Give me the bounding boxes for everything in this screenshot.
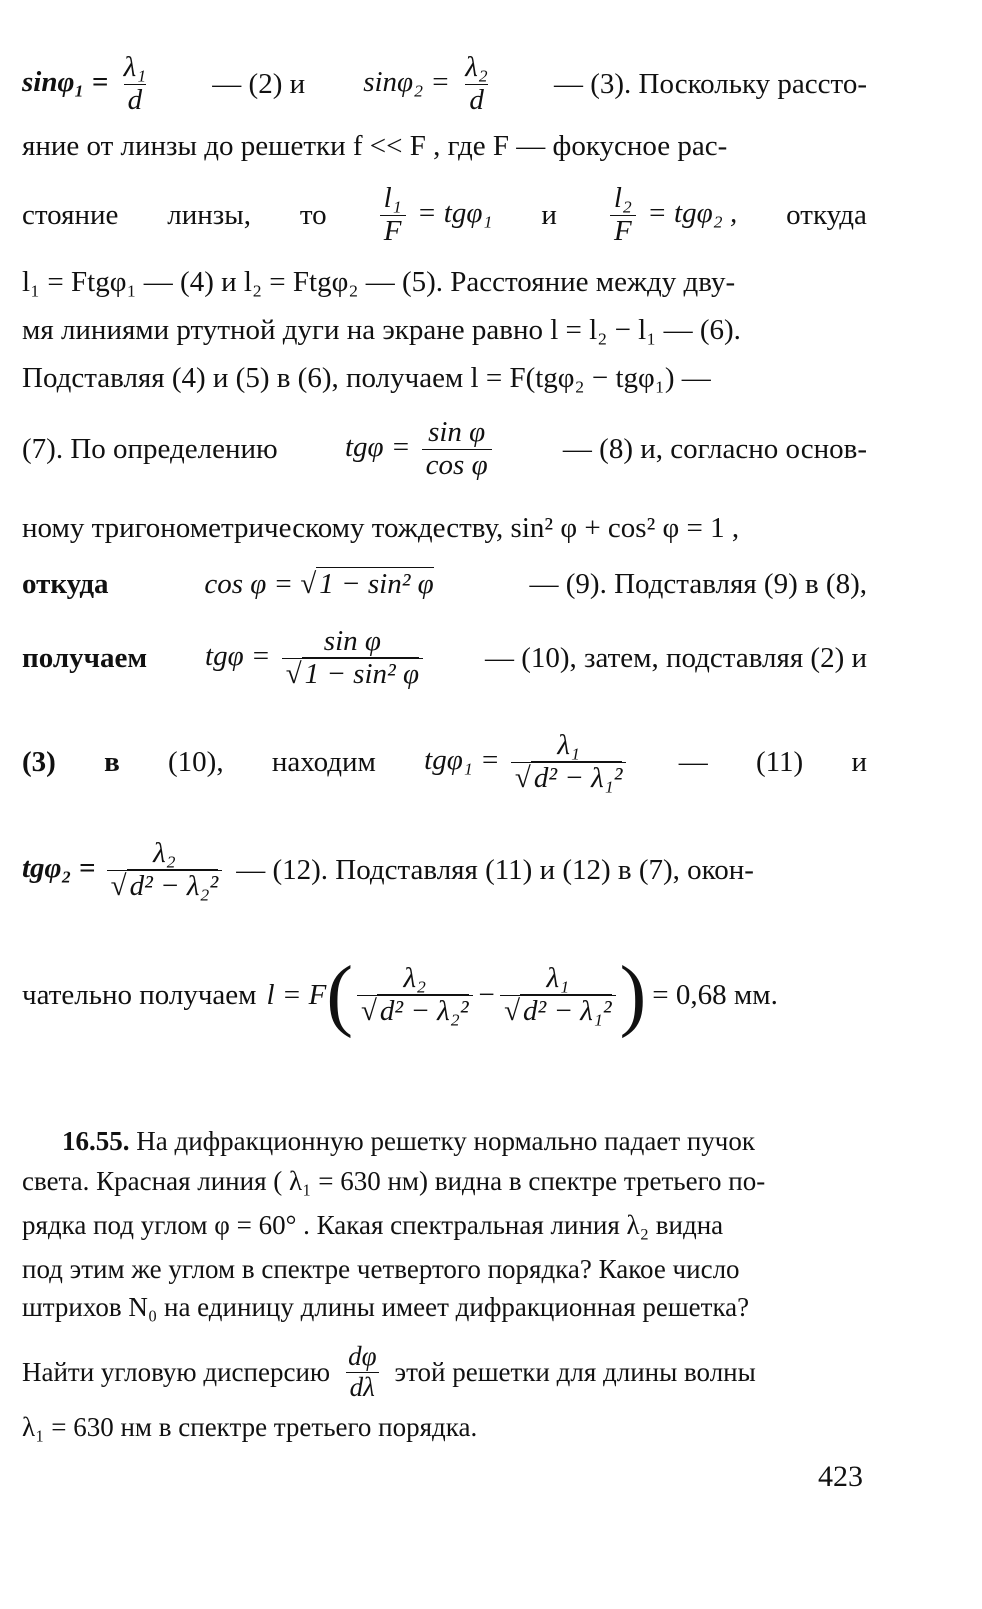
- fraction-lambda2-final: [357, 963, 473, 1028]
- eq-sin-phi1-lhs: sinφ₁ =: [22, 65, 109, 98]
- solution-line-3: [22, 180, 867, 250]
- left-paren: (: [326, 951, 353, 1039]
- sqrt-sign: √: [514, 761, 531, 794]
- word: то: [299, 199, 327, 231]
- word: откуда: [786, 199, 867, 231]
- eq-sin-phi2-fraction: [461, 52, 492, 117]
- fraction-denominator: [107, 870, 223, 903]
- eq-cos-sqrt: [204, 564, 433, 604]
- fraction-numerator: l₁: [383, 181, 402, 214]
- line10-tail-text: — (10), затем, подставляя (2) и: [484, 642, 867, 674]
- fraction-denominator: [282, 658, 423, 691]
- sqrt-radicand: d² − λ₂²: [127, 869, 219, 902]
- eq-sin-phi1-fraction: [120, 52, 151, 117]
- line9-lead-text: откуда: [22, 568, 109, 600]
- word: и: [851, 746, 867, 778]
- fraction-denominator: F: [380, 215, 406, 248]
- sqrt-radicand: d² − λ₁²: [520, 994, 612, 1027]
- solution-line-9: [22, 564, 867, 604]
- sqrt-sign: √: [361, 994, 377, 1027]
- eq-tg-phi1: [424, 730, 630, 795]
- solution-line-13: [22, 940, 867, 1050]
- fraction-numerator: sin φ: [323, 624, 381, 657]
- line7-tail-text: — (8) и, согласно основ-: [562, 433, 867, 465]
- solution-line-6: Подставляя (4) и (5) в (6), получаем l = F(tgφ₂ − tgφ₁) —: [22, 362, 711, 394]
- eq-lhs: cos φ =: [204, 568, 294, 600]
- solution-line-2: яние от линзы до решетки f << F , где F — фокусное рас-: [22, 130, 728, 162]
- problem-number: 16.55.: [62, 1126, 130, 1156]
- fraction-denominator: d: [124, 84, 147, 117]
- fraction-l1-F: [380, 183, 406, 248]
- sqrt-sign: √: [110, 869, 127, 902]
- eq-l2-over-F: [606, 183, 737, 248]
- fraction-denominator: d: [465, 84, 488, 117]
- fraction-lambda2: [107, 838, 223, 903]
- line13-lead-text: чательно получаем: [22, 979, 257, 1011]
- word: и: [541, 199, 557, 231]
- solution-line-1: [22, 52, 867, 116]
- fraction-sin-cos: [422, 417, 492, 482]
- eq-l1-over-F: [376, 183, 493, 248]
- final-result: = 0,68 мм.: [652, 979, 778, 1011]
- word: стояние: [22, 199, 119, 231]
- eq-tg-sqrt: [205, 626, 427, 691]
- eq-tg-definition: [345, 417, 496, 482]
- problem-line-2: света. Красная линия ( λ₁ = 630 нм) видна в спектре третьего по-: [22, 1166, 766, 1196]
- fraction-numerator: λ₁: [546, 961, 570, 994]
- problem-line-3: рядка под углом φ = 60° . Какая спектральная линия λ₂ видна: [22, 1210, 724, 1240]
- eq-sin-phi2: [363, 52, 496, 117]
- solution-line-12: [22, 828, 867, 912]
- fraction-numerator: λ₂: [403, 961, 427, 994]
- word: линзы,: [167, 199, 251, 231]
- eq-tg-phi2: [22, 838, 226, 903]
- problem-line-4: под этим же углом в спектре четвертого порядка? Какое число: [22, 1254, 740, 1284]
- problem-text: На дифракционную решетку нормально падает пучок: [136, 1126, 756, 1156]
- right-paren: ): [619, 951, 647, 1039]
- solution-line-10: [22, 618, 867, 698]
- fraction-dphi-dlambda: [344, 1342, 380, 1402]
- fraction-numerator: λ₁: [557, 728, 581, 761]
- eq-rhs: = tgφ₂ ,: [647, 196, 738, 229]
- fraction-numerator: λ₂: [465, 50, 488, 83]
- fraction-denominator: F: [610, 215, 636, 248]
- sqrt-radicand: d² − λ₁²: [531, 761, 623, 794]
- eq-final-lhs: l = F: [266, 979, 327, 1011]
- fraction-lambda1: [511, 730, 627, 795]
- solution-line-7: [22, 412, 867, 486]
- eq-sin-phi2-lhs: sinφ₂ =: [363, 65, 450, 98]
- fraction-denominator: dλ: [346, 1372, 379, 1403]
- eq-lhs: tgφ =: [345, 430, 411, 463]
- fraction-denominator: [511, 762, 627, 795]
- eq-lhs: tgφ =: [205, 639, 271, 672]
- fraction-numerator: dφ: [348, 1340, 377, 1371]
- solution-line-4: l₁ = Ftgφ₁ — (4) и l₂ = Ftgφ₂ — (5). Расстояние между дву-: [22, 266, 736, 298]
- line10-lead-text: получаем: [22, 642, 148, 674]
- fraction-sin-sqrt: [282, 626, 423, 691]
- line9-tail-text: — (9). Подставляя (9) в (8),: [529, 568, 867, 600]
- sqrt-sign: √: [285, 657, 302, 690]
- sqrt-sign: √: [300, 568, 317, 600]
- sqrt-sign: √: [504, 994, 521, 1027]
- line7-lead-text: (7). По определению: [22, 433, 278, 465]
- word: (10),: [168, 746, 224, 778]
- minus-sign: −: [476, 979, 497, 1011]
- problem-line-1: [62, 1122, 867, 1160]
- word: (3): [22, 746, 56, 778]
- solution-line-5: мя линиями ртутной дуги на экране равно l = l₂ − l₁ — (6).: [22, 314, 741, 346]
- problem-text: Найти угловую дисперсию: [22, 1357, 331, 1387]
- sqrt-radicand: 1 − sin² φ: [316, 567, 433, 600]
- equation-ref-2: — (2) и: [212, 68, 306, 100]
- word: —: [678, 746, 708, 778]
- word: в: [104, 746, 120, 778]
- fraction-numerator: l₂: [613, 181, 632, 214]
- fraction-denominator: cos φ: [422, 449, 492, 482]
- sqrt-radicand: d² − λ₂²: [377, 994, 469, 1027]
- eq-rhs: = tgφ₁: [416, 196, 493, 229]
- problem-line-6: [22, 1340, 756, 1404]
- word: находим: [271, 746, 376, 778]
- solution-line-11: [22, 720, 867, 804]
- word: (11): [755, 746, 804, 778]
- eq-lhs: tgφ₂ =: [22, 851, 96, 884]
- fraction-denominator: [357, 995, 473, 1028]
- eq-lhs: tgφ₁ =: [424, 743, 500, 776]
- solution-line-8: ному тригонометрическому тождеству, sin² φ + cos² φ = 1 ,: [22, 512, 740, 544]
- fraction-numerator: λ₂: [153, 836, 176, 869]
- eq-sin-phi1: [22, 52, 154, 117]
- problem-line-7: λ₁ = 630 нм в спектре третьего порядка.: [22, 1412, 478, 1442]
- page-number: 423: [818, 1460, 863, 1493]
- fraction-l2-F: [610, 183, 636, 248]
- line12-tail-text: — (12). Подставляя (11) и (12) в (7), окон-: [236, 854, 754, 886]
- fraction-numerator: sin φ: [428, 415, 486, 448]
- fraction-denominator: [500, 995, 616, 1028]
- fraction-lambda1-final: [500, 963, 616, 1028]
- fraction-numerator: λ₁: [123, 50, 147, 83]
- problem-line-5: штрихов N₀ на единицу длины имеет дифракционная решетка?: [22, 1292, 750, 1322]
- problem-text: этой решетки для длины волны: [394, 1357, 756, 1387]
- sqrt-radicand: 1 − sin² φ: [302, 657, 419, 690]
- line1-tail-text: — (3). Поскольку рассто-: [553, 68, 867, 100]
